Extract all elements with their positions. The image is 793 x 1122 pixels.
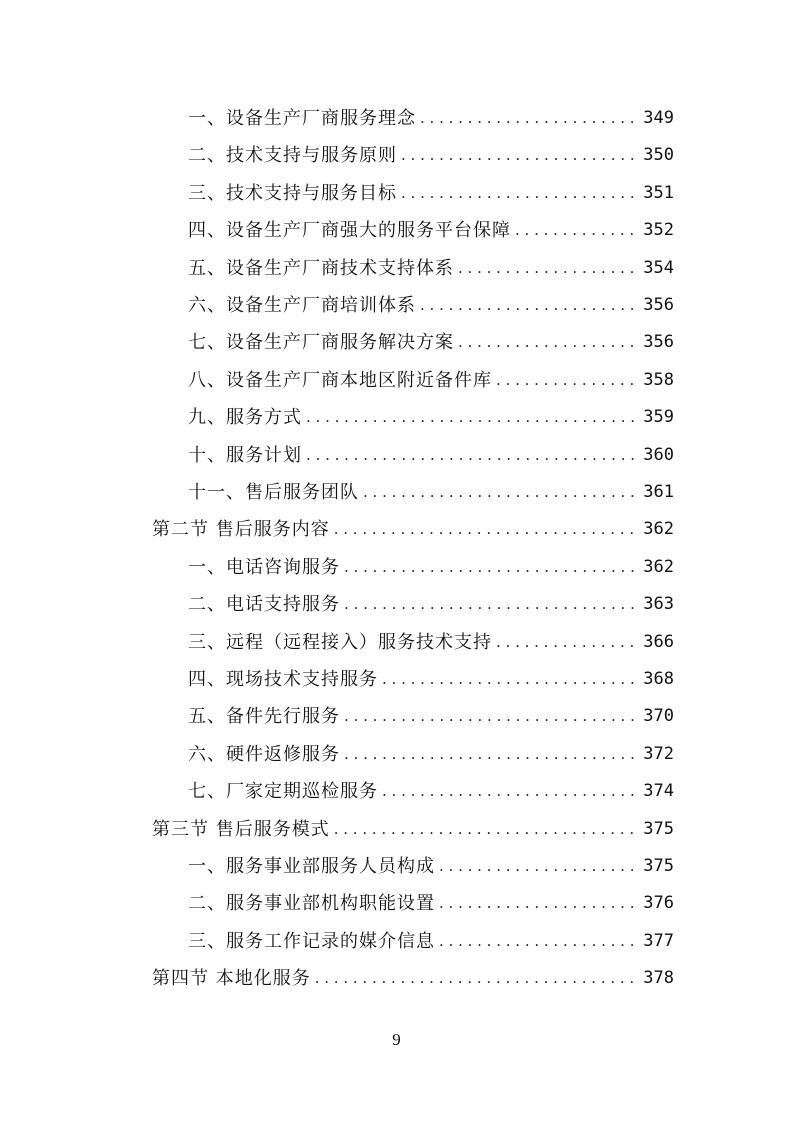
toc-dot-leader <box>515 212 634 249</box>
toc-entry-page-number: 376 <box>643 893 674 914</box>
toc-section-entry[interactable] <box>152 960 674 997</box>
toc-entry-page-number: 349 <box>643 108 674 128</box>
toc-dot-leader <box>306 399 634 436</box>
toc-dot-leader <box>458 324 634 361</box>
toc-dot-leader <box>334 811 634 848</box>
toc-dot-leader <box>306 437 634 474</box>
toc-entry-title: 六、设备生产厂商培训体系 <box>188 295 416 316</box>
toc-subsection-entry[interactable] <box>188 137 674 174</box>
toc-entry-page-number: 363 <box>643 594 674 615</box>
toc-entry-page-number: 377 <box>643 930 674 951</box>
toc-entry-title: 五、设备生产厂商技术支持体系 <box>188 257 454 279</box>
toc-subsection-entry[interactable] <box>188 661 674 698</box>
toc-dot-leader <box>382 661 634 698</box>
toc-dot-leader <box>382 773 634 810</box>
toc-dot-leader <box>401 137 634 174</box>
toc-entry-title: 九、服务方式 <box>188 407 302 429</box>
toc-entry-page-number: 356 <box>643 295 674 315</box>
toc-dot-leader <box>344 549 634 586</box>
toc-dot-leader <box>344 698 634 735</box>
toc-section-entry[interactable] <box>152 811 674 848</box>
toc-subsection-entry[interactable] <box>188 175 674 212</box>
toc-subsection-entry[interactable] <box>188 324 674 361</box>
toc-entry-title: 三、服务工作记录的媒介信息 <box>188 930 435 952</box>
toc-entry-title: 七、厂家定期巡检服务 <box>188 781 378 803</box>
toc-dot-leader <box>496 362 634 399</box>
toc-entry-page-number: 372 <box>643 743 674 764</box>
toc-entry-title: 二、电话支持服务 <box>188 594 340 616</box>
toc-subsection-entry[interactable] <box>188 362 674 399</box>
toc-entry-page-number: 350 <box>643 145 674 166</box>
toc-dot-leader <box>439 923 634 960</box>
toc-entry-page-number: 358 <box>643 369 674 390</box>
toc-entry-title: 一、服务事业部服务人员构成 <box>188 856 435 877</box>
toc-entry-title: 一、设备生产厂商服务理念 <box>188 108 416 129</box>
toc-subsection-entry[interactable] <box>188 212 674 249</box>
toc-entry-title: 六、硬件返修服务 <box>188 743 340 765</box>
toc-dot-leader <box>420 100 634 137</box>
toc-section-entry[interactable] <box>152 511 674 548</box>
toc-subsection-entry[interactable] <box>188 399 674 436</box>
toc-entry-page-number: 374 <box>643 781 674 802</box>
toc-subsection-entry[interactable] <box>188 624 674 661</box>
toc-entry-page-number: 362 <box>643 556 674 577</box>
toc-subsection-entry[interactable] <box>188 474 674 511</box>
toc-entry-title: 第二节 售后服务内容 <box>152 519 330 541</box>
toc-entry-title: 一、电话咨询服务 <box>188 556 340 578</box>
toc-dot-leader <box>363 474 634 511</box>
toc-entry-title: 三、技术支持与服务目标 <box>188 182 397 204</box>
toc-dot-leader <box>439 885 634 922</box>
toc-dot-leader <box>344 586 634 623</box>
toc-dot-leader <box>496 624 634 661</box>
toc-dot-leader <box>401 175 634 212</box>
toc-entry-page-number: 360 <box>643 444 674 465</box>
toc-entry-page-number: 361 <box>643 482 674 502</box>
toc-entry-title: 十、服务计划 <box>188 444 302 466</box>
toc-dot-leader <box>420 287 634 324</box>
toc-entry-page-number: 366 <box>643 631 674 652</box>
toc-entry-title: 第三节 售后服务模式 <box>152 818 330 840</box>
toc-subsection-entry[interactable] <box>188 250 674 287</box>
toc-entry-title: 七、设备生产厂商服务解决方案 <box>188 332 454 354</box>
toc-entry-page-number: 368 <box>643 669 674 689</box>
toc-subsection-entry[interactable] <box>188 549 674 586</box>
toc-entry-title: 二、技术支持与服务原则 <box>188 145 397 167</box>
toc-subsection-entry[interactable] <box>188 923 674 960</box>
toc-entry-title: 二、服务事业部机构职能设置 <box>188 893 435 915</box>
toc-entry-title: 五、备件先行服务 <box>188 706 340 728</box>
toc-dot-leader <box>439 848 634 885</box>
toc-entry-page-number: 362 <box>643 519 674 540</box>
toc-entry-title: 四、现场技术支持服务 <box>188 669 378 690</box>
toc-entry-title: 四、设备生产厂商强大的服务平台保障 <box>188 220 511 242</box>
toc-entry-title: 八、设备生产厂商本地区附近备件库 <box>188 369 492 391</box>
page-number: 9 <box>392 1030 401 1049</box>
toc-subsection-entry[interactable] <box>188 773 674 810</box>
toc-dot-leader <box>344 736 634 773</box>
toc-subsection-entry[interactable] <box>188 100 674 137</box>
toc-subsection-entry[interactable] <box>188 736 674 773</box>
toc-subsection-entry[interactable] <box>188 848 674 885</box>
toc-entry-page-number: 351 <box>643 182 674 203</box>
toc-subsection-entry[interactable] <box>188 586 674 623</box>
toc-entry-page-number: 352 <box>643 220 674 241</box>
toc-entry-page-number: 375 <box>643 818 674 839</box>
toc-entry-page-number: 375 <box>643 856 674 876</box>
toc-subsection-entry[interactable] <box>188 437 674 474</box>
toc-entry-title: 十一、售后服务团队 <box>188 482 359 503</box>
toc-entry-page-number: 359 <box>643 407 674 428</box>
toc-dot-leader <box>458 250 634 287</box>
toc-subsection-entry[interactable] <box>188 287 674 324</box>
toc-entry-page-number: 378 <box>643 968 674 989</box>
toc-subsection-entry[interactable] <box>188 698 674 735</box>
toc-subsection-entry[interactable] <box>188 885 674 922</box>
toc-entry-title: 第四节 本地化服务 <box>152 968 311 990</box>
toc-entry-page-number: 370 <box>643 706 674 727</box>
toc-dot-leader <box>315 960 634 997</box>
toc-entry-page-number: 356 <box>643 332 674 353</box>
toc-entry-title: 三、远程（远程接入）服务技术支持 <box>188 631 492 653</box>
toc-entry-page-number: 354 <box>643 257 674 278</box>
toc-dot-leader <box>334 511 634 548</box>
